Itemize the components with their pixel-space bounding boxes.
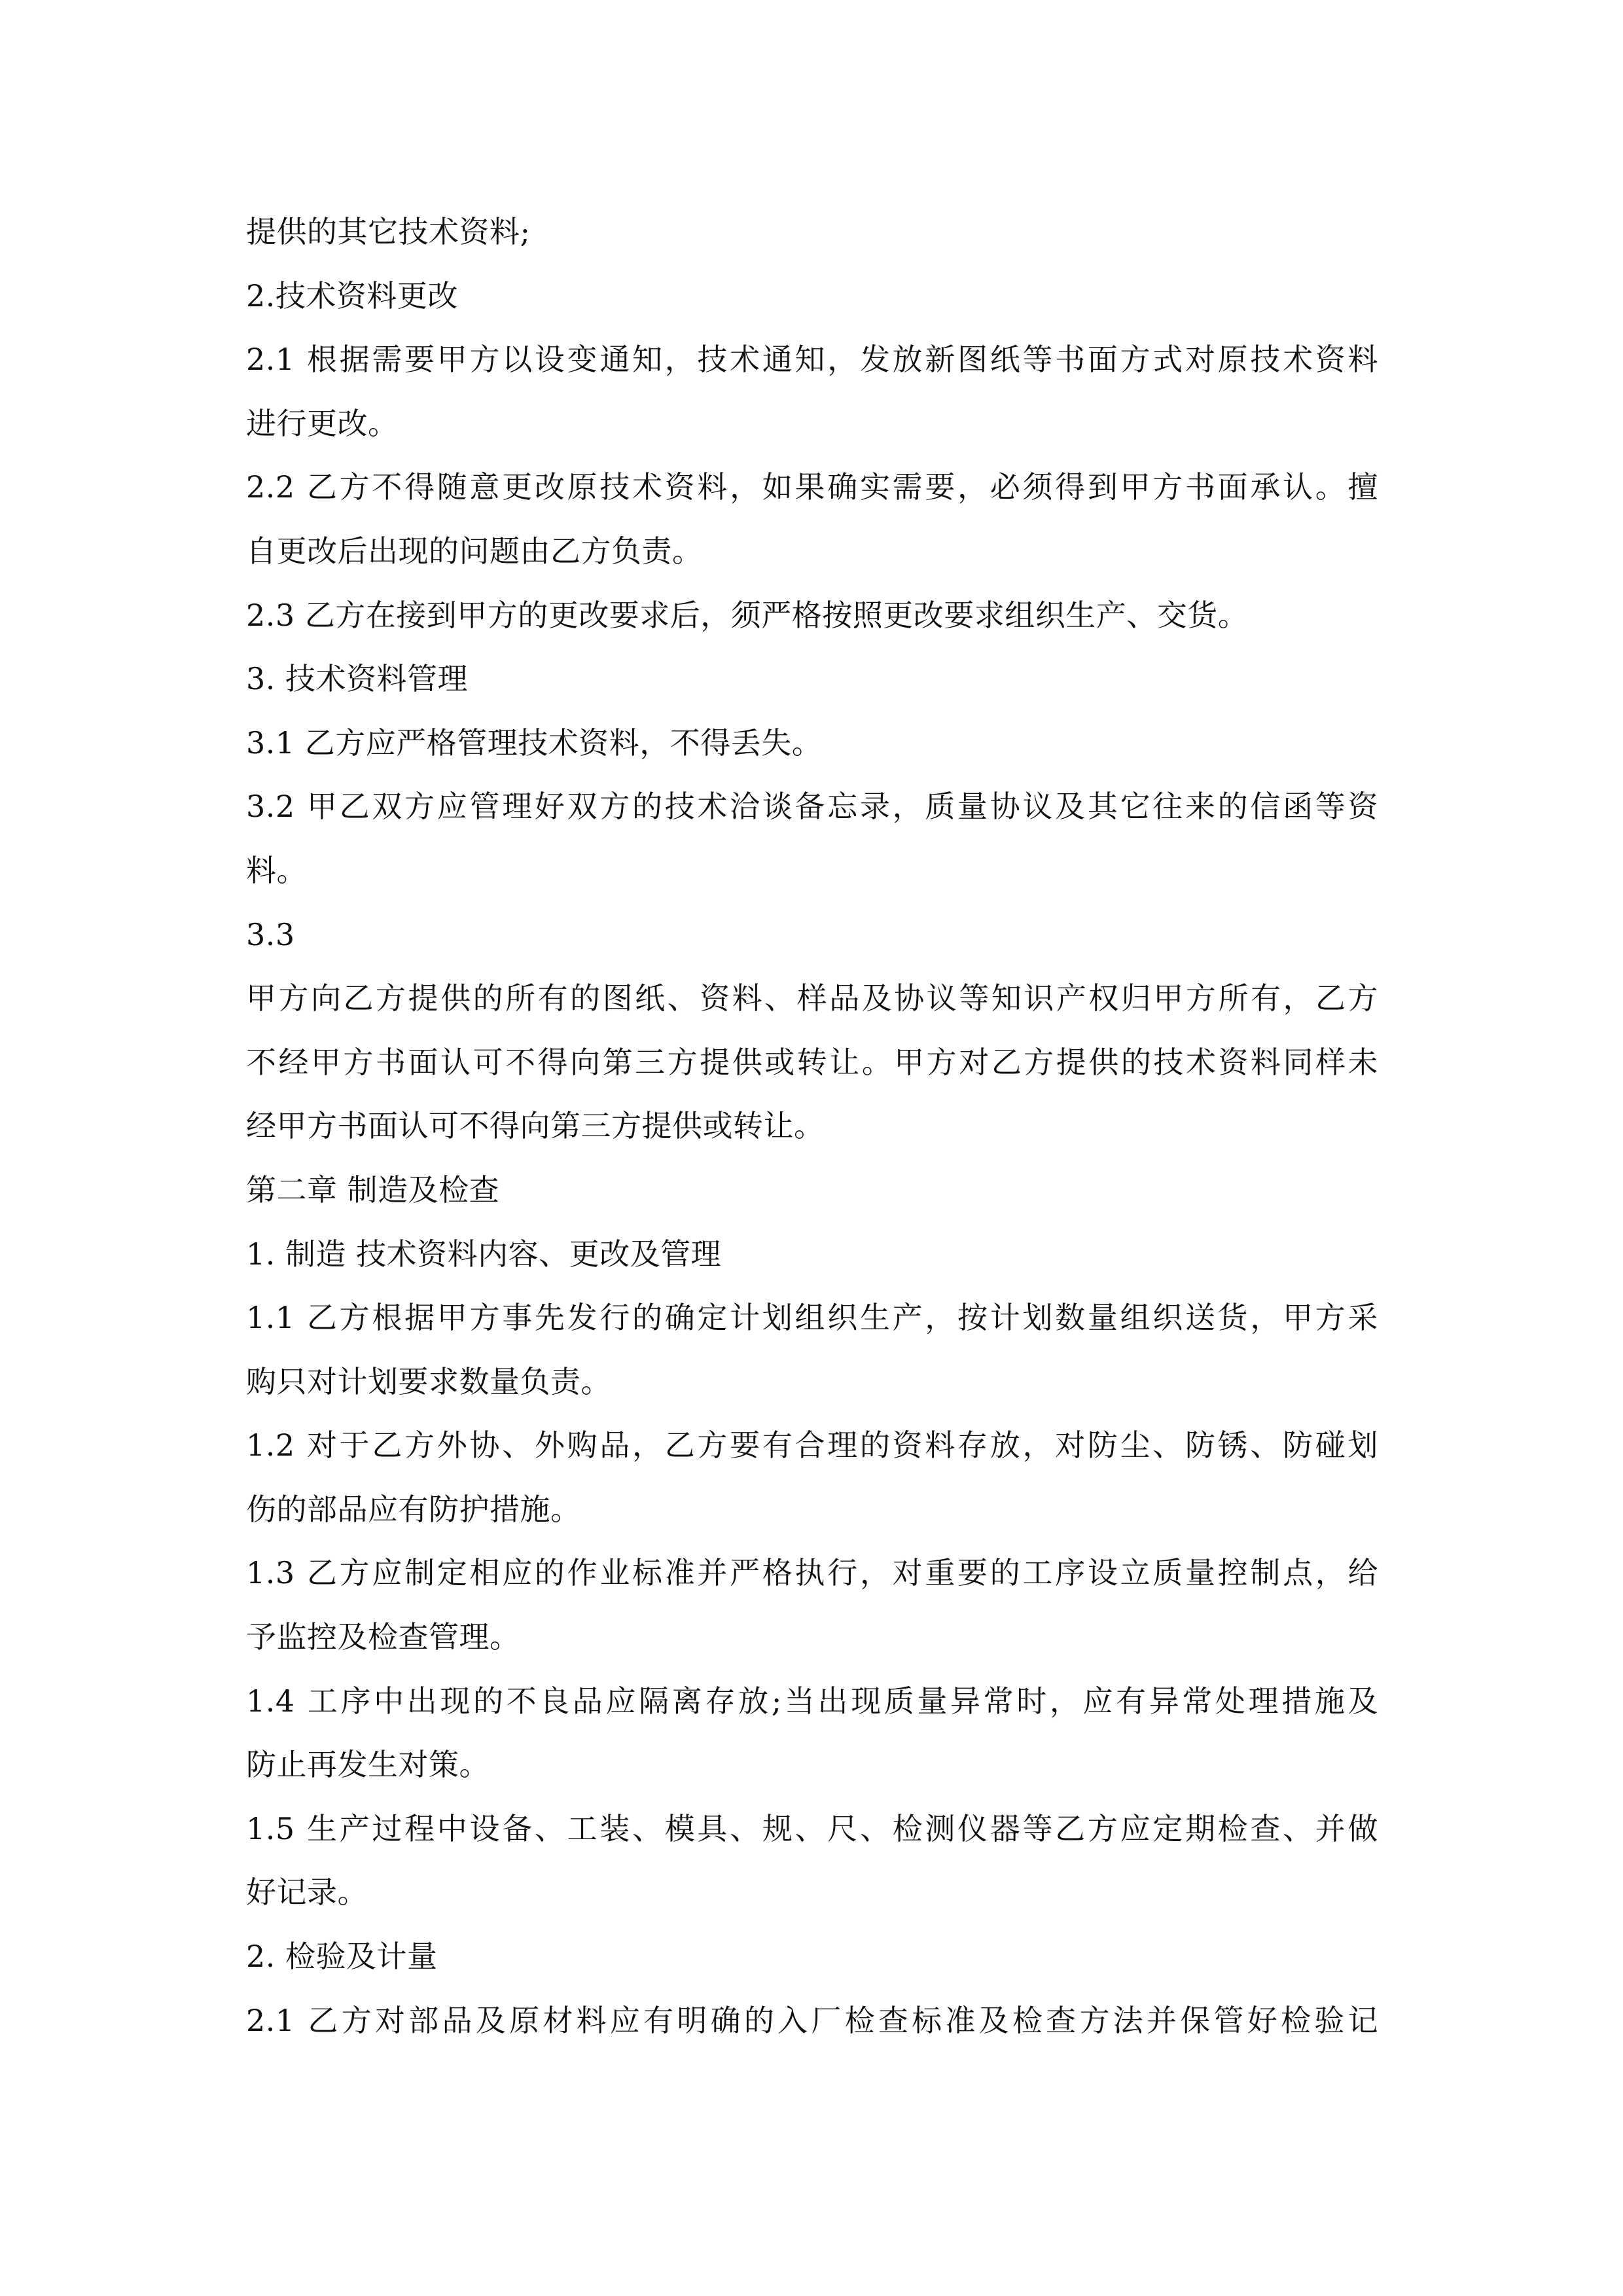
- text-line: 好记录。: [246, 1874, 368, 1910]
- text-line: 提供的其它技术资料;: [246, 214, 531, 249]
- text-line: 经甲方书面认可不得向第三方提供或转让。: [246, 1108, 825, 1144]
- text-line: 2.3 乙方在接到甲方的更改要求后，须严格按照更改要求组织生产、交货。: [246, 597, 1249, 633]
- text-line: 1.2 对于乙方外协、外购品，乙方要有合理的资料存放，对防尘、防锈、防碰划: [246, 1427, 1378, 1463]
- text-line: 2.1 乙方对部品及原材料应有明确的入厂检查标准及检查方法并保管好检验记: [246, 2002, 1378, 2038]
- text-line: 3.2 甲乙双方应管理好双方的技术洽谈备忘录，质量协议及其它往来的信函等资: [246, 789, 1378, 825]
- text-line: 2.1 根据需要甲方以设变通知，技术通知，发放新图纸等书面方式对原技术资料: [246, 342, 1378, 378]
- text-line: 1.5 生产过程中设备、工装、模具、规、尺、检测仪器等乙方应定期检查、并做: [246, 1810, 1378, 1846]
- text-line: 1.3 乙方应制定相应的作业标准并严格执行，对重要的工序设立质量控制点，给: [246, 1555, 1378, 1591]
- section-heading: 2.技术资料更改: [246, 278, 458, 314]
- text-line: 不经甲方书面认可不得向第三方提供或转让。甲方对乙方提供的技术资料同样未: [246, 1044, 1378, 1080]
- text-line: 购只对计划要求数量负责。: [246, 1363, 611, 1399]
- text-line: 2.2 乙方不得随意更改原技术资料，如果确实需要，必须得到甲方书面承认。擅: [246, 469, 1378, 505]
- text-line: 1.1 乙方根据甲方事先发行的确定计划组织生产，按计划数量组织送货，甲方采: [246, 1300, 1378, 1336]
- document-body: [246, 200, 1378, 2053]
- chapter-heading: 第二章 制造及检查: [246, 1172, 500, 1208]
- text-line: 3.3: [246, 916, 295, 952]
- text-line: 伤的部品应有防护措施。: [246, 1491, 581, 1527]
- section-heading: 1. 制造 技术资料内容、更改及管理: [246, 1236, 722, 1272]
- text-line: 甲方向乙方提供的所有的图纸、资料、样品及协议等知识产权归甲方所有，乙方: [246, 980, 1378, 1016]
- text-line: 料。: [246, 852, 307, 888]
- section-heading: 3. 技术资料管理: [246, 661, 469, 697]
- text-line: 进行更改。: [246, 405, 399, 441]
- text-line: 防止再发生对策。: [246, 1747, 490, 1783]
- text-line: 自更改后出现的问题由乙方负责。: [246, 533, 703, 569]
- text-line: 予监控及检查管理。: [246, 1619, 520, 1655]
- text-line: 1.4 工序中出现的不良品应隔离存放;当出现质量异常时，应有异常处理措施及: [246, 1683, 1378, 1719]
- section-heading: 2. 检验及计量: [246, 1939, 438, 1975]
- text-line: 3.1 乙方应严格管理技术资料，不得丢失。: [246, 725, 823, 761]
